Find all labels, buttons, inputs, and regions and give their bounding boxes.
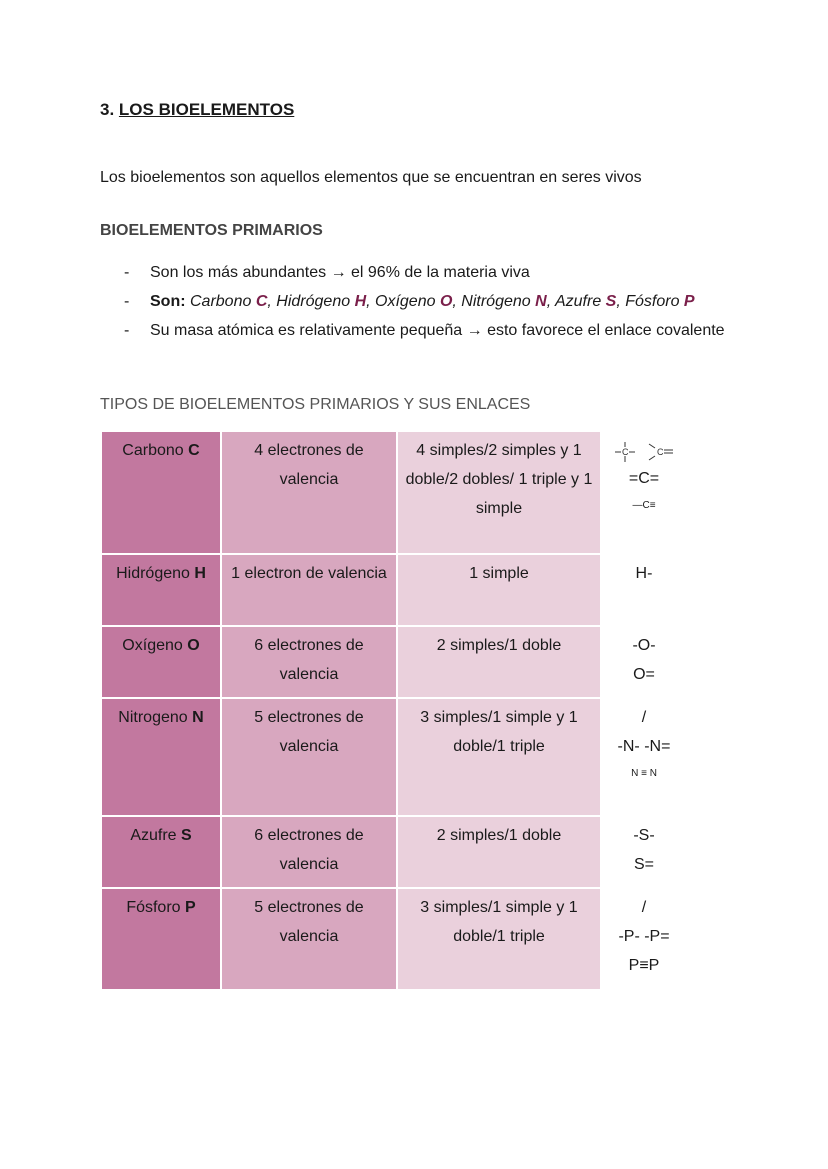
cell-notation: [601, 626, 687, 698]
element-name: Fósforo: [625, 293, 684, 310]
element-symbol: C: [255, 293, 268, 310]
element-name: Azufre: [554, 293, 606, 310]
section-number: 3.: [100, 100, 115, 119]
element-name: Oxígeno: [375, 293, 440, 310]
carbon-bonds-sketch: [611, 438, 677, 464]
bond-notation: /: [641, 709, 647, 726]
element-symbol: P: [683, 293, 695, 310]
list-item: [100, 287, 740, 316]
separator: ,: [616, 293, 626, 310]
element-name: Hidrógeno: [116, 565, 195, 582]
element-name: Oxígeno: [122, 637, 188, 654]
cell-valence: 6 electrones de valencia: [221, 626, 397, 698]
bond-notation: —C≡: [632, 500, 656, 511]
bond-notation: -N- -N=: [617, 738, 671, 755]
carbon-sketch-label: C: [622, 447, 629, 457]
bullet-dash: -: [124, 264, 130, 281]
cell-bonds: 3 simples/1 simple y 1 doble/1 triple: [397, 888, 601, 990]
element-name: Azufre: [130, 827, 181, 844]
element-name: Carbono: [190, 293, 256, 310]
intro-paragraph: Los bioelementos son aquellos elementos que se encuentran en seres vivos: [100, 169, 642, 186]
section-heading: [100, 100, 294, 120]
cell-valence: 5 electrones de valencia: [221, 888, 397, 990]
bioelements-table: [100, 430, 688, 991]
bullet-dash: -: [124, 293, 130, 310]
element-symbol: S: [181, 827, 192, 844]
separator: ,: [366, 293, 376, 310]
bond-notation: =C=: [628, 470, 660, 487]
cell-element: [101, 431, 221, 554]
cell-bonds: 4 simples/2 simples y 1 doble/2 dobles/ 1 triple y 1 simple: [397, 431, 601, 554]
element-name: Carbono: [122, 442, 189, 459]
cell-valence: 1 electron de valencia: [221, 554, 397, 626]
separator: ,: [546, 293, 555, 310]
table-row: [101, 888, 687, 990]
cell-bonds: 2 simples/1 doble: [397, 816, 601, 888]
table-title: TIPOS DE BIOELEMENTOS PRIMARIOS Y SUS ENLACES: [100, 396, 531, 413]
list-item: [100, 316, 740, 345]
bond-notation: H-: [635, 565, 653, 582]
cell-notation: [601, 816, 687, 888]
bullet-list: [100, 258, 740, 345]
table-row: [101, 626, 687, 698]
table-row: [101, 698, 687, 816]
element-name: Hidrógeno: [276, 293, 355, 310]
element-name: Nitrogeno: [118, 709, 193, 726]
element-symbol: H: [194, 565, 206, 582]
elements-inline-list: [190, 293, 695, 310]
separator: ,: [267, 293, 277, 310]
table-row: [101, 431, 687, 554]
element-symbol: S: [605, 293, 617, 310]
bullet-label-son: Son:: [150, 293, 186, 310]
cell-notation: [601, 554, 687, 626]
cell-element: [101, 698, 221, 816]
element-symbol: N: [535, 293, 547, 310]
cell-valence: 6 electrones de valencia: [221, 816, 397, 888]
cell-element: [101, 816, 221, 888]
bond-notation: P≡P: [628, 957, 660, 974]
table-row: [101, 816, 687, 888]
element-symbol: C: [188, 442, 200, 459]
bond-notation: -S-: [633, 827, 655, 844]
bond-notation: -P- -P=: [618, 928, 670, 945]
bond-notation: /: [641, 899, 647, 916]
carbon-sketch-label: C: [657, 447, 664, 457]
element-symbol: P: [185, 899, 196, 916]
cell-notation: [601, 698, 687, 816]
bullet-text-1: Son los más abundantes → el 96% de la materia viva: [150, 264, 530, 281]
subheading-primary: BIOELEMENTOS PRIMARIOS: [100, 222, 323, 239]
bond-notation: S=: [633, 856, 654, 873]
bond-notation: N ≡ N: [631, 768, 657, 779]
cell-notation: [601, 888, 687, 990]
cell-valence: 4 electrones de valencia: [221, 431, 397, 554]
cell-bonds: 1 simple: [397, 554, 601, 626]
cell-bonds: 2 simples/1 doble: [397, 626, 601, 698]
separator: ,: [452, 293, 462, 310]
element-name: Nitrógeno: [461, 293, 536, 310]
cell-element: [101, 888, 221, 990]
cell-bonds: 3 simples/1 simple y 1 doble/1 triple: [397, 698, 601, 816]
bullet-text-3: Su masa atómica es relativamente pequeña → esto favorece el enlace covalente: [150, 322, 725, 339]
table-row: [101, 554, 687, 626]
list-item: [100, 258, 740, 287]
section-title: LOS BIOELEMENTOS: [118, 100, 295, 119]
cell-notation: [601, 431, 687, 554]
cell-valence: 5 electrones de valencia: [221, 698, 397, 816]
cell-element: [101, 626, 221, 698]
element-symbol: H: [354, 293, 367, 310]
element-symbol: O: [187, 637, 200, 654]
bullet-dash: -: [124, 322, 130, 339]
element-name: Fósforo: [126, 899, 185, 916]
cell-element: [101, 554, 221, 626]
element-symbol: N: [192, 709, 204, 726]
bond-notation: -O-: [632, 637, 656, 654]
element-symbol: O: [439, 293, 453, 310]
bond-notation: O=: [633, 666, 655, 683]
